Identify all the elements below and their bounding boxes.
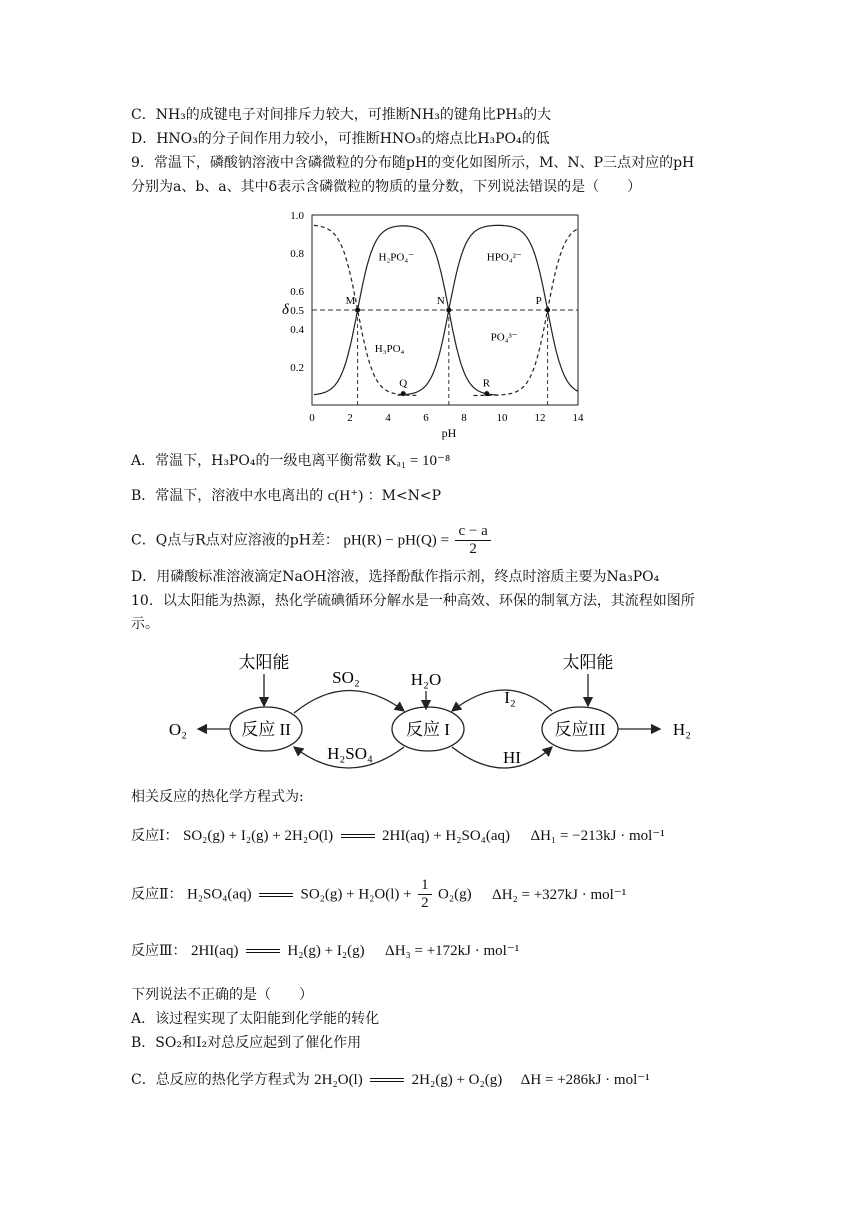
q10-option-c [131, 1070, 650, 1090]
hi-label: HI [503, 748, 521, 767]
point-m-label: M [345, 295, 356, 307]
y-axis-label: δ [282, 302, 289, 318]
i2-arc-arrow [452, 690, 552, 711]
q10-option-b: B．SO₂和I₂对总反应起到了催化作用 [131, 1035, 362, 1051]
q9-option-b-tail: ：M<N<P [367, 488, 442, 504]
so2-label: SO₂ [332, 668, 360, 687]
point-r-label: R [482, 377, 491, 390]
eq2-enthalpy: ΔH₂ = +327kJ · mol⁻¹ [492, 886, 627, 903]
x-tick-label: 10 [496, 412, 508, 424]
q10-intro: 相关反应的热化学方程式为: [131, 789, 304, 805]
fraction-numerator: c − a [455, 523, 490, 541]
so2-arc-arrow [294, 690, 404, 713]
hi-arc-arrow [452, 747, 552, 768]
eq1-equals-sign [341, 834, 375, 838]
q10-equation-3 [131, 941, 519, 961]
curve-label: H₃PO₄ [374, 342, 405, 355]
q9-option-b-text: B．常温下，溶液中水电离出的 [131, 488, 324, 504]
q9-option-a [131, 451, 450, 471]
fraction-denominator: 2 [421, 895, 429, 911]
water-label: H₂O [410, 670, 442, 689]
eq2-equals-sign [259, 893, 293, 897]
eq3-label: 反应Ⅲ： [131, 943, 187, 959]
q9-option-a-equation: Kₐ₁ = 10⁻⁸ [385, 453, 451, 469]
q9-stem-line2: 分别为a、b、a、其中δ表示含磷微粒的物质的量分数，下列说法错误的是（ ） [131, 179, 642, 195]
q9-option-c [131, 523, 493, 558]
curve-label: H₂PO₄⁻ [378, 251, 414, 264]
eq3-equals-sign [246, 949, 280, 953]
h2-label: H₂ [672, 720, 692, 739]
q9-option-a-text: A．常温下，H₃PO₄的一级电离平衡常数 [131, 453, 382, 469]
q10-ask: 下列说法不正确的是（ ） [131, 987, 313, 1003]
solar-energy-right: 太阳能 [562, 653, 614, 672]
q8-option-d: D．HNO₃的分子间作用力较小，可推断HNO₃的熔点比H₃PO₄的低 [131, 131, 550, 147]
point-m-marker [355, 308, 360, 313]
q10-option-c-enthalpy: ΔH = +286kJ · mol⁻¹ [520, 1072, 650, 1088]
i2-label: I₂ [504, 688, 516, 707]
eq3-reactants: 2HI(aq) [190, 943, 239, 959]
eq1-reactants: SO₂(g) + I₂(g) + 2H₂O(l) [182, 828, 334, 844]
eq1-products: 2HI(aq) + H₂SO₄(aq) [381, 828, 511, 844]
eq2-products-b: O₂(g) [438, 886, 472, 903]
q10-option-c-text: C．总反应的热化学方程式为 [131, 1072, 310, 1088]
x-axis-label: pH [441, 426, 457, 440]
sulfur-iodine-cycle-diagram [160, 647, 720, 782]
q9-option-b-equation: c(H⁺) [327, 488, 364, 504]
q10-equation-1 [131, 826, 665, 846]
q10-option-c-products: 2H₂(g) + O₂(g) [411, 1072, 503, 1088]
q9-option-c-fraction [455, 523, 490, 558]
q8-option-c: C．NH₃的成键电子对间排斥力较大，可推断NH₃的键角比PH₃的大 [131, 107, 552, 123]
q10-option-a: A．该过程实现了太阳能到化学能的转化 [131, 1011, 380, 1027]
eq3-products: H₂(g) + I₂(g) [287, 943, 365, 959]
point-n-marker [446, 308, 451, 313]
eq2-products-a: SO₂(g) + H₂O(l) + [300, 886, 412, 903]
eq1-enthalpy: ΔH₁ = −213kJ · mol⁻¹ [530, 828, 665, 844]
y-tick-label: 0.2 [290, 362, 304, 374]
x-tick-label: 14 [572, 412, 584, 424]
eq3-enthalpy: ΔH₃ = +172kJ · mol⁻¹ [385, 943, 520, 959]
eq2-fraction [418, 877, 432, 912]
reaction-iii-label: 反应III [554, 720, 606, 739]
fraction-denominator: 2 [469, 541, 477, 557]
solar-energy-left: 太阳能 [238, 653, 290, 672]
q9-option-b [131, 486, 441, 506]
x-tick-label: 0 [309, 412, 315, 424]
eq2-label: 反应Ⅱ： [131, 886, 183, 903]
y-tick-label: 0.6 [290, 286, 304, 298]
x-tick-label: 4 [385, 412, 391, 424]
point-r-marker [484, 391, 489, 396]
point-n-label: N [436, 295, 445, 307]
y-tick-label: 1.0 [290, 210, 304, 222]
y-tick-label: 0.4 [290, 324, 304, 336]
x-tick-label: 12 [534, 412, 546, 424]
q9-stem-line1: 9．常温下，磷酸钠溶液中含磷微粒的分布随pH的变化如图所示，M、N、P三点对应的pH [131, 155, 695, 171]
q10-stem-line1: 10．以太阳能为热源，热化学硫碘循环分解水是一种高效、环保的制氧方法，其流程如图所 [131, 593, 695, 609]
eq2-reactants: H₂SO₄(aq) [186, 886, 252, 903]
q10-stem-line2: 示。 [131, 616, 159, 632]
h2so4-label: H₂SO₄ [327, 744, 373, 763]
point-p-label: P [535, 295, 542, 307]
q10-equation-2 [131, 877, 626, 912]
q9-option-c-equation: pH(R) − pH(Q) = [343, 532, 450, 549]
q10-option-c-reactants: 2H₂O(l) [314, 1072, 363, 1088]
y-tick-label: 0.8 [290, 248, 304, 260]
fraction-numerator: 1 [418, 877, 432, 895]
reaction-i-label: 反应 I [406, 720, 450, 739]
phosphate-distribution-chart [280, 205, 590, 445]
point-q-label: Q [399, 377, 408, 390]
x-tick-label: 2 [347, 412, 353, 424]
x-tick-label: 6 [423, 412, 429, 424]
y-tick-label: 0.5 [290, 305, 304, 317]
q9-option-d: D．用磷酸标准溶液滴定NaOH溶液，选择酚酞作指示剂，终点时溶质主要为Na₃PO₄ [131, 569, 660, 585]
o2-label: O₂ [168, 720, 188, 739]
eq1-label: 反应Ⅰ： [131, 828, 179, 844]
q9-option-c-text: C．Q点与R点对应溶液的pH差： [131, 532, 339, 549]
curve-label: PO₄³⁻ [490, 331, 518, 344]
curve-label: HPO₄²⁻ [486, 251, 522, 264]
q10-option-c-equals-sign [370, 1078, 404, 1082]
point-q-marker [401, 391, 406, 396]
reaction-ii-label: 反应 II [241, 720, 291, 739]
x-tick-label: 8 [461, 412, 467, 424]
point-p-marker [545, 308, 550, 313]
